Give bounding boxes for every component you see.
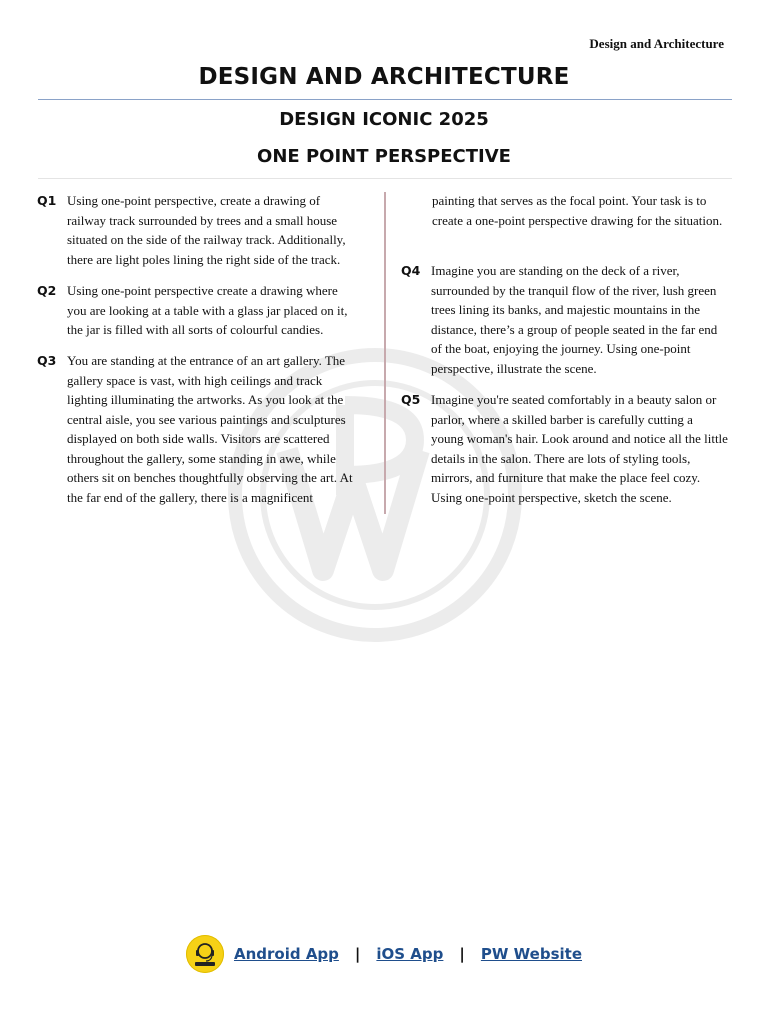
footer-separator: |	[354, 945, 361, 963]
question-number: Q2	[37, 283, 57, 298]
pw-website-link[interactable]: PW Website	[480, 945, 582, 963]
question-q3-continued: painting that serves as the focal point. Your task is to create a one-point perspective drawing for the situation.	[432, 193, 723, 228]
customer-service-icon	[186, 935, 224, 973]
question-text: Imagine you are standing on the deck of a river, surrounded by the tranquil flow of the river, lush green trees lining its banks, and majestic mountains in the distance, there’s a group of people seated in the far end of the boat, enjoying the journey. Using one-point perspective, illustrate the scene.	[431, 263, 718, 376]
running-head: Design and Architecture	[589, 36, 724, 51]
question-q1	[37, 191, 359, 269]
question-q3	[37, 351, 359, 507]
question-q4	[401, 261, 728, 378]
question-number: Q4	[401, 263, 421, 278]
question-text: You are standing at the entrance of an art gallery. The gallery space is vast, with high ceilings and track lighting illuminating the artworks. As you look at the central aisle, you see various paintings and sculptures displayed on both side walls. Visitors are scattered throughout the gallery, some standing in awe, while others sit on benches thoughtfully observing the art. At the far end of the gallery, there is a magnificent	[67, 353, 353, 505]
question-number: Q1	[37, 193, 57, 208]
android-app-link[interactable]: Android App	[233, 945, 339, 963]
page-title: DESIGN AND ARCHITECTURE	[198, 64, 570, 90]
section-rule	[38, 178, 732, 179]
ios-app-link[interactable]: iOS App	[376, 945, 444, 963]
question-text: Using one-point perspective create a drawing where you are looking at a table with a glass jar placed on it, the jar is filled with all sorts of colourful candies.	[67, 283, 348, 337]
footer-links	[0, 936, 768, 972]
question-q5	[401, 390, 728, 507]
headset-icon	[190, 939, 220, 969]
question-text: Imagine you're seated comfortably in a beauty salon or parlor, where a skilled barber is carefully cutting a young woman's hair. Look around and notice all the little details in the salon. There are lots of styling tools, mirrors, and furniture that make the place feel cozy. Using one-point perspective, sketch the scene.	[431, 392, 728, 505]
question-q2	[37, 281, 359, 340]
subtitle-topic: ONE POINT PERSPECTIVE	[257, 146, 511, 167]
question-number: Q3	[37, 353, 57, 368]
title-rule	[38, 99, 732, 100]
footer-separator: |	[459, 945, 465, 963]
question-number: Q5	[401, 392, 421, 407]
question-text: Using one-point perspective, create a drawing of railway track surrounded by trees and a small house situated on the side of the railway track. Additionally, there are light poles lining the right side of the track.	[67, 193, 346, 267]
subtitle-event: DESIGN ICONIC 2025	[279, 109, 489, 130]
column-divider	[384, 192, 386, 514]
